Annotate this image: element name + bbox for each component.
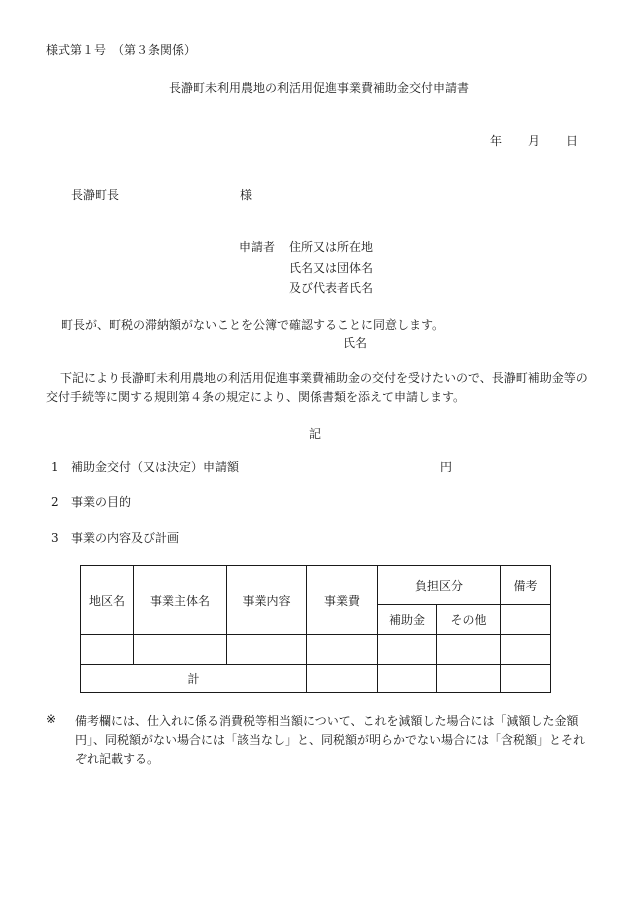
- date-year: 年: [490, 134, 503, 148]
- total-row: [81, 665, 551, 693]
- form-number: 様式第１号 （第３条関係）: [46, 43, 197, 57]
- cell-other: [437, 635, 501, 665]
- note-text: 備考欄には、仕入れに係る消費税等相当額について、これを減額した場合には「減額した金額 円」、同税額がない場合には「該当なし」と、同税額が明らかでない場合には「含税額」とそれぞれ記載する。: [75, 714, 603, 766]
- header-entity: 事業主体名: [134, 566, 227, 635]
- applicant-name: 氏名又は団体名: [289, 261, 374, 275]
- item-2-number: 2: [51, 495, 59, 509]
- item-3-number: 3: [51, 531, 59, 545]
- addressee-honorific: 様: [240, 188, 253, 202]
- item-3-label: 事業の内容及び計画: [71, 531, 180, 545]
- consent-name-label: 氏名: [343, 336, 368, 350]
- cell-subsidy: [378, 635, 437, 665]
- date-day: 日: [566, 134, 579, 148]
- ki-heading: 記: [309, 427, 322, 441]
- header-burden: 負担区分: [378, 566, 501, 605]
- total-cost: [307, 665, 378, 693]
- header-district: 地区名: [81, 566, 134, 635]
- total-subsidy: [378, 665, 437, 693]
- remarks-sub-cell: [501, 605, 551, 635]
- item-1-number: 1: [51, 460, 59, 474]
- total-label: 計: [81, 665, 307, 693]
- header-cost: 事業費: [307, 566, 378, 635]
- item-1-unit: 円: [440, 460, 453, 474]
- cell-content: [227, 635, 307, 665]
- cell-district: [81, 635, 134, 665]
- applicant-label: 申請者: [239, 240, 276, 254]
- applicant-address: 住所又は所在地: [289, 240, 374, 254]
- header-remarks: 備考: [501, 566, 551, 605]
- cell-entity: [134, 635, 227, 665]
- plan-table: [80, 565, 551, 693]
- item-1-label: 補助金交付（又は決定）申請額: [71, 460, 240, 474]
- note-mark: ※: [46, 712, 57, 726]
- cell-cost: [307, 635, 378, 665]
- addressee-name: 長瀞町長: [71, 188, 120, 202]
- header-subsidy: 補助金: [378, 605, 437, 635]
- body-paragraph: 下記により長瀞町未利用農地の利活用促進事業費補助金の交付を受けたいので、長瀞町補助金等の交付手続等に関する規則第４条の規定により、関係書類を添えて申請します。: [46, 371, 588, 404]
- consent-text: 町長が、町税の滞納額がないことを公簿で確認することに同意します。: [61, 318, 445, 332]
- header-other: その他: [437, 605, 501, 635]
- header-content: 事業内容: [227, 566, 307, 635]
- date-month: 月: [528, 134, 541, 148]
- document-title: 長瀞町未利用農地の利活用促進事業費補助金交付申請書: [169, 81, 470, 95]
- table-row: [81, 635, 551, 665]
- cell-remarks: [501, 635, 551, 665]
- item-2-label: 事業の目的: [71, 495, 132, 509]
- applicant-representative: 及び代表者氏名: [289, 281, 374, 295]
- total-remarks: [501, 665, 551, 693]
- total-other: [437, 665, 501, 693]
